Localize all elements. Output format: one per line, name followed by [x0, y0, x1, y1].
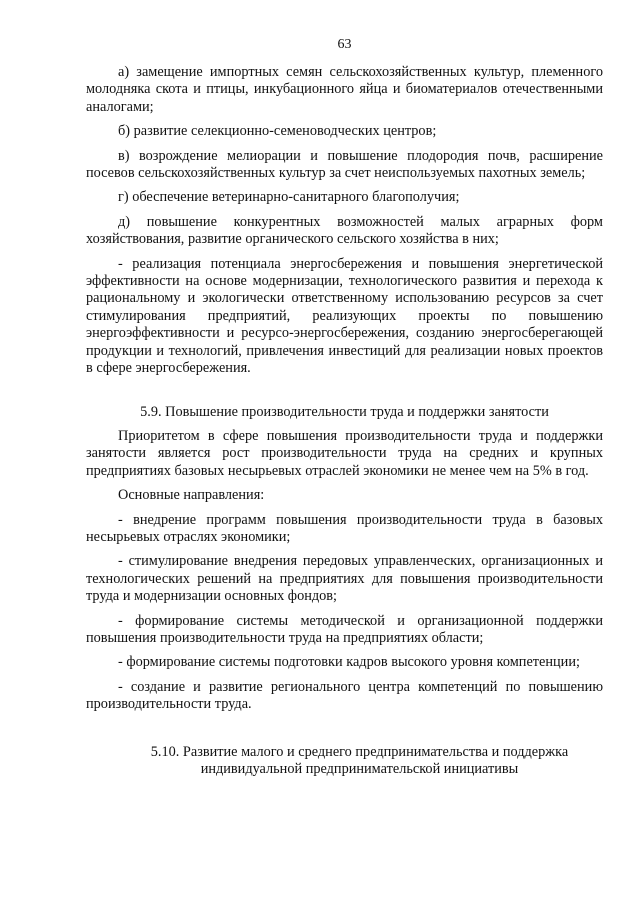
list-item-v: в) возрождение мелиорации и повышение плодородия почв, расширение посевов сельскохозяйственных культур за счет неиспользуемых пахотных земель;	[86, 147, 603, 182]
section-5-9-intro: Приоритетом в сфере повышения производительности труда и поддержки занятости является рост производительности труда на средних и крупных предприятиях базовых несырьевых отраслей экономики не менее чем на 5% в год.	[86, 427, 603, 479]
section-heading-5-9: 5.9. Повышение производительности труда и поддержки занятости	[140, 403, 549, 420]
page-number: 63	[337, 37, 352, 52]
page-content	[86, 64, 603, 785]
list-item-a: а) замещение импортных семян сельскохозяйственных культур, племенного молодняка скота и птицы, инкубационного яйца и биоматериалов отечественными аналогами;	[86, 64, 603, 115]
list-item-g: г) обеспечение ветеринарно-санитарного благополучия;	[118, 189, 460, 206]
section-5-9-item: - внедрение программ повышения производительности труда в базовых несырьевых отраслях экономики;	[86, 511, 603, 545]
section-5-9-item: - стимулирование внедрения передовых управленческих, организационных и технологических решений на предприятиях для повышения производительности труда и модернизации основных фондов;	[86, 553, 603, 605]
section-5-9-item: - создание и развитие регионального центра компетенций по повышению производительности труда.	[86, 678, 603, 713]
section-heading-5-10	[86, 744, 603, 779]
section-heading-5-10-line-1: 5.10. Развитие малого и среднего предпринимательства и поддержка	[150, 743, 569, 760]
section-heading-5-10-line-2: индивидуальной предпринимательской инициативы	[200, 761, 519, 777]
section-5-9-directions-label: Основные направления:	[118, 487, 265, 504]
list-item-b: б) развитие селекционно-семеноводческих центров;	[118, 123, 437, 140]
list-item-d: д) повышение конкурентных возможностей малых аграрных форм хозяйствования, развитие органического сельского хозяйства в них;	[86, 213, 603, 248]
list-item-energy: - реализация потенциала энергосбережения и повышения энергетической эффективности на основе модернизации, технологического развития и перехода к рациональному и экологически ответственному использованию ресурсов за счет стимулирования предприятий, реализующих проекты по повышению энергоэффективности и ресурсо-энергосбережения, созданию энергосберегающей продукции и технологий, привлечения инвестиций для реализации новых проектов в сфере энергосбережения.	[86, 255, 603, 377]
section-5-9-item: - формирование системы подготовки кадров высокого уровня компетенции;	[118, 654, 580, 671]
section-5-9-item: - формирование системы методической и организационной поддержки повышения производительности труда на предприятиях области;	[86, 612, 603, 646]
